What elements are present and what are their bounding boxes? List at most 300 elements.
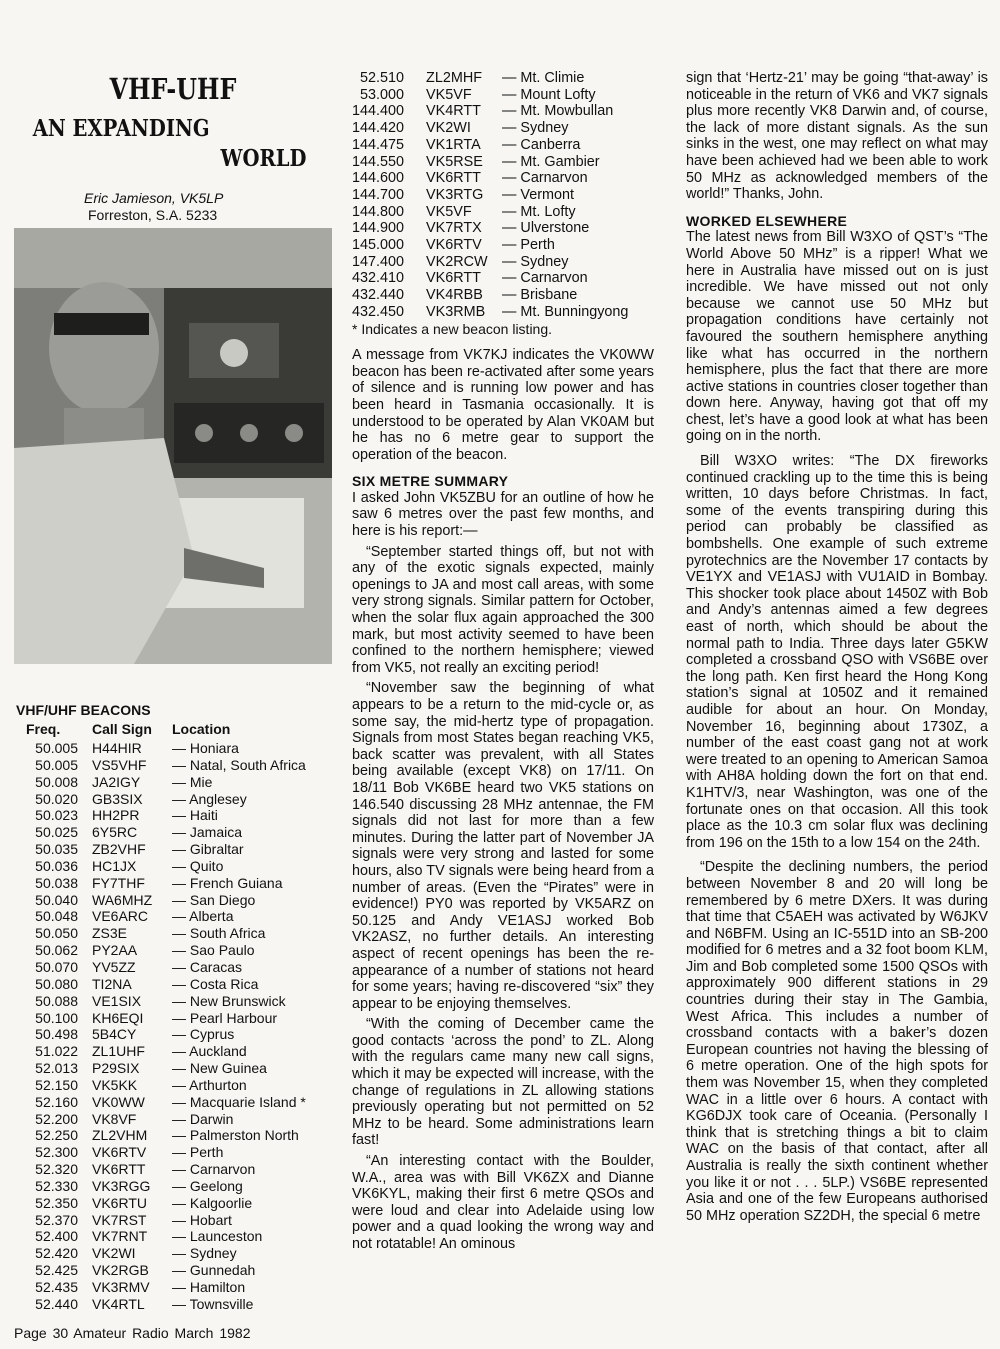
beacon-row xyxy=(352,103,628,120)
beacon-location: Haiti xyxy=(189,807,218,824)
beacon-call-sign: VK4RBB xyxy=(426,287,483,304)
beacon-location-cell xyxy=(172,1010,306,1027)
beacon-freq: 144.600 xyxy=(352,170,405,187)
em-dash-separator: — xyxy=(172,958,190,975)
beacon-freq: 52.250 xyxy=(35,1127,78,1144)
beacon-note: * Indicates a new beacon listing. xyxy=(352,320,553,337)
em-dash-separator: — xyxy=(172,1043,190,1060)
em-dash-separator: — xyxy=(502,136,521,153)
beacon-freq: 50.023 xyxy=(35,807,78,824)
beacon-call-sign: VK6RTV xyxy=(92,1144,147,1161)
beacon-location-cell xyxy=(172,740,306,757)
beacon-location-cell xyxy=(172,1043,306,1060)
middle-column xyxy=(352,70,654,1253)
beacon-location-cell xyxy=(172,892,306,909)
beacon-row xyxy=(14,1077,306,1094)
beacon-location-cell xyxy=(502,120,628,137)
beacon-row xyxy=(14,841,306,858)
beacon-location: New Guinea xyxy=(189,1060,267,1077)
page-footer: Page 30 Amateur Radio March 1982 xyxy=(14,1325,251,1341)
beacon-call-sign: VK7RNT xyxy=(92,1228,148,1245)
beacon-location: Gunnedah xyxy=(189,1262,256,1279)
beacon-row xyxy=(352,120,628,137)
beacon-row xyxy=(352,137,628,154)
beacon-location: Anglesey xyxy=(189,790,247,807)
author-photo xyxy=(14,228,332,664)
beacon-location-cell xyxy=(172,1111,306,1128)
beacon-location-cell xyxy=(172,1279,306,1296)
beacon-row xyxy=(14,858,306,875)
column-header-freq: Freq. xyxy=(26,721,61,737)
em-dash-separator: — xyxy=(172,1262,190,1279)
em-dash-separator: — xyxy=(502,203,521,220)
em-dash-separator: — xyxy=(172,841,190,858)
beacon-location-cell xyxy=(172,791,306,808)
beacon-freq: 432.450 xyxy=(352,303,405,320)
beacon-call-sign: JA2IGY xyxy=(92,773,141,790)
beacon-location-cell xyxy=(502,170,628,187)
beacon-table xyxy=(14,721,306,1313)
em-dash-separator: — xyxy=(172,1093,190,1110)
em-dash-separator: — xyxy=(502,70,521,86)
beacon-location: Palmerston North xyxy=(189,1127,299,1144)
beacon-freq: 147.400 xyxy=(352,253,405,270)
beacon-call-sign: VK1RTA xyxy=(426,136,481,153)
beacon-row xyxy=(14,959,306,976)
beacon-call-sign: VK7RST xyxy=(92,1211,147,1228)
beacon-row xyxy=(14,1043,306,1060)
beacon-row xyxy=(352,170,628,187)
beacon-location-cell xyxy=(502,154,628,171)
em-dash-separator: — xyxy=(502,153,521,170)
beacon-call-sign: HH2PR xyxy=(92,807,140,824)
beacon-row xyxy=(14,740,306,757)
beacon-location: Perth xyxy=(520,237,555,254)
beacon-location-cell xyxy=(172,875,306,892)
beacon-location: Ulverstone xyxy=(520,220,590,237)
beacon-location: Jamaica xyxy=(189,824,243,841)
beacon-row xyxy=(14,1127,306,1144)
em-dash-separator: — xyxy=(172,874,190,891)
beacon-location: Pearl Harbour xyxy=(189,1009,278,1026)
beacon-freq: 50.050 xyxy=(35,925,78,942)
beacon-location-cell xyxy=(172,1077,306,1094)
beacon-row xyxy=(352,220,628,237)
beacon-location-cell xyxy=(502,304,628,321)
beacon-freq: 50.040 xyxy=(35,891,78,908)
beacon-location-cell xyxy=(172,841,306,858)
beacon-location: Alberta xyxy=(189,908,234,925)
beacon-row xyxy=(14,993,306,1010)
beacon-location: Sao Paulo xyxy=(189,942,255,959)
right-column xyxy=(686,70,988,1224)
beacon-location-cell xyxy=(172,1026,306,1043)
beacon-location-cell xyxy=(172,993,306,1010)
beacon-freq: 50.005 xyxy=(35,756,78,773)
beacon-call-sign: VK6RTT xyxy=(92,1161,146,1178)
beacon-row xyxy=(14,1245,306,1262)
beacon-location: Mount Lofty xyxy=(520,86,596,103)
beacon-call-sign: ZS3E xyxy=(92,925,128,942)
em-dash-separator: — xyxy=(172,824,190,841)
beacon-row xyxy=(14,1161,306,1178)
beacon-location-cell xyxy=(502,87,628,104)
em-dash-separator: — xyxy=(172,992,190,1009)
beacon-row xyxy=(14,1178,306,1195)
beacon-freq: 50.070 xyxy=(35,958,78,975)
beacon-location: Natal, South Africa xyxy=(189,756,306,773)
beacon-row xyxy=(14,807,306,824)
beacon-freq: 52.370 xyxy=(35,1211,78,1228)
beacon-row xyxy=(14,1228,306,1245)
beacon-location-cell xyxy=(172,1127,306,1144)
beacon-call-sign: VK5RSE xyxy=(426,153,483,170)
em-dash-separator: — xyxy=(502,237,521,254)
beacon-freq: 52.400 xyxy=(35,1228,78,1245)
beacon-row xyxy=(14,976,306,993)
beacon-call-sign: VK2RCW xyxy=(426,253,488,270)
beacons-heading: VHF/UHF BEACONS xyxy=(16,702,151,718)
beacon-row xyxy=(14,1094,306,1111)
paragraph: sign that ‘Hertz-21’ may be going “that-away’ is noticeable in the return of VK6 and VK7 signals plus more recently VK8 Darwin and, of course, the lack of more distant signals. As the sun sinks in the west, one may reflect on what may have been achieved had we been able to work 50 MHz as acknowledged members of the world!” Thanks, John. xyxy=(686,70,988,203)
beacon-row xyxy=(14,1026,306,1043)
em-dash-separator: — xyxy=(172,1295,190,1312)
beacon-freq: 52.425 xyxy=(35,1262,78,1279)
em-dash-separator: — xyxy=(172,908,190,925)
paragraph: I asked John VK5ZBU for an outline of how he saw 6 metres over the past few months, and here is his report:— xyxy=(352,489,654,540)
beacon-location-cell xyxy=(172,757,306,774)
beacon-call-sign: VK3RMV xyxy=(92,1279,150,1295)
beacon-call-sign: VE6ARC xyxy=(92,908,149,925)
beacon-location: Canberra xyxy=(520,136,581,153)
beacon-freq: 144.550 xyxy=(352,153,405,170)
beacon-freq: 144.475 xyxy=(352,136,405,153)
beacon-row xyxy=(14,1279,306,1296)
article-title xyxy=(14,72,332,174)
beacon-location: Hobart xyxy=(189,1211,232,1228)
paragraph: “November saw the beginning of what appears to be a return to the mid-cycle or, as some say, the mid-hertz type of propagation. Signals from most States began reaching VK5, back scatter was prevalent, with all States being available (except VK8) on 17/11. On 18/11 Bob VK6BE heard two VK5 stations on 146.540 discussing 28 MHz antennae, the FM signals did not last for more than a few minutes. During the latter part of November JA signals were very strong and lasted for some hours, also TV signals were being heard from a number of areas. (Even the “Pirates” were in evidence!) PY0 was reported by VK5ARZ on 50.125 and Andy VE1ASJ worked Bob VK2ASZ, no further details. An interesting aspect of recent openings has been the re-appearance of a number of stations not heard for some years; having re-discovered “six” they appear to be enjoying themselves. xyxy=(352,680,654,1012)
beacon-location: Mie xyxy=(189,773,213,790)
beacon-freq: 432.410 xyxy=(352,270,405,287)
beacon-row xyxy=(14,1296,306,1313)
beacon-location: Perth xyxy=(189,1144,224,1161)
beacon-row xyxy=(14,908,306,925)
beacon-row xyxy=(352,287,628,304)
beacon-location-cell xyxy=(172,976,306,993)
beacon-row xyxy=(352,204,628,221)
column-header-call-sign: Call Sign xyxy=(92,721,152,737)
beacon-location: Brisbane xyxy=(520,287,578,304)
beacon-row xyxy=(14,892,306,909)
beacon-freq: 52.300 xyxy=(35,1144,78,1161)
beacon-location: Auckland xyxy=(189,1043,247,1060)
em-dash-separator: — xyxy=(172,773,190,790)
beacon-row xyxy=(352,304,628,321)
beacon-call-sign: VK3RGG xyxy=(92,1177,151,1194)
beacon-row xyxy=(14,1060,306,1077)
left-column xyxy=(14,66,332,224)
em-dash-separator: — xyxy=(172,975,190,992)
beacon-location-cell xyxy=(172,1228,306,1245)
beacon-row xyxy=(14,1111,306,1128)
beacon-location-cell xyxy=(172,1212,306,1229)
beacon-location: Carnarvon xyxy=(520,270,588,287)
beacon-location-cell xyxy=(502,237,628,254)
title-line-2: AN EXPANDING xyxy=(32,115,210,142)
em-dash-separator: — xyxy=(502,220,521,237)
beacon-call-sign: VK3RTG xyxy=(426,186,484,203)
beacon-location-cell xyxy=(172,925,306,942)
paragraph: A message from VK7KJ indicates the VK0WW beacon has been re-activated after some years of silence and is running low power and has been heard in Tasmania occasionally. It is understood to be operated by Alan VK0AM but he has no 6 metre gear to support the operation of the beacon. xyxy=(352,347,654,463)
em-dash-separator: — xyxy=(172,807,190,824)
beacon-location-cell xyxy=(172,807,306,824)
beacon-location-cell xyxy=(172,1144,306,1161)
beacon-location: Cyprus xyxy=(189,1026,235,1043)
beacon-location-cell xyxy=(172,959,306,976)
beacon-freq: 144.400 xyxy=(352,103,405,120)
beacon-freq: 50.498 xyxy=(35,1026,78,1043)
beacon-row xyxy=(14,1144,306,1161)
beacon-freq: 50.088 xyxy=(35,992,78,1009)
beacon-freq: 52.200 xyxy=(35,1110,78,1127)
em-dash-separator: — xyxy=(172,1161,190,1178)
beacon-call-sign: TI2NA xyxy=(92,975,132,992)
beacon-row xyxy=(14,791,306,808)
em-dash-separator: — xyxy=(502,287,521,304)
beacon-location-cell xyxy=(172,908,306,925)
beacon-location-cell xyxy=(172,1178,306,1195)
beacon-call-sign: HC1JX xyxy=(92,857,137,874)
beacon-call-sign: ZL2MHF xyxy=(426,70,482,86)
beacon-location: Kalgoorlie xyxy=(189,1194,253,1211)
beacon-call-sign: VE1SIX xyxy=(92,992,142,1009)
beacon-freq: 50.080 xyxy=(35,975,78,992)
beacon-call-sign: VK5VF xyxy=(426,86,472,103)
beacon-call-sign: VK3RMB xyxy=(426,303,486,320)
beacon-location-cell xyxy=(172,942,306,959)
beacon-row xyxy=(14,1195,306,1212)
beacon-freq: 50.025 xyxy=(35,824,78,841)
beacon-location: Arthurton xyxy=(189,1076,247,1093)
beacon-call-sign: VS5VHF xyxy=(92,756,147,773)
beacon-call-sign: H44HIR xyxy=(92,740,142,756)
em-dash-separator: — xyxy=(502,170,521,187)
em-dash-separator: — xyxy=(502,103,521,120)
paragraph: Bill W3XO writes: “The DX fireworks continued crackling up to the time this is being written, 10 days before Christmas. In fact, some of the events transpiring during this period can probably be classified as bombshells. One example of such extreme pyrotechnics are the November 17 contacts by VE1YX and VE1ASJ with VU1AID in Bombay. This shocker took place about 1450Z with Bob and Andy’s antennas aimed a few degrees east of north, which should be about the normal path to India. Three days later G5KW completed a crossband QSO with VS6BE over the long path. Ken first heard the Hong Kong station’s signal at 1050Z and it remained audible for about an hour. On Monday, November 16, beginning about 1730Z, a number of the east coast gang not at work were treated to an opening to American Samoa with AH8A holding down the fort on that end. K1HTV/3, near Washington, was one of the fortunate ones on that occasion. All this took place as the 10.3 cm solar flux was declining from 196 on the 15th to a low 154 on the 24th. xyxy=(686,453,988,851)
beacon-freq: 52.350 xyxy=(35,1194,78,1211)
em-dash-separator: — xyxy=(172,740,190,756)
beacon-row xyxy=(352,87,628,104)
beacon-location-cell xyxy=(502,70,628,87)
beacon-call-sign: 5B4CY xyxy=(92,1026,137,1043)
beacon-call-sign: VK7RTX xyxy=(426,220,482,237)
beacon-location: French Guiana xyxy=(189,874,283,891)
beacon-location-cell xyxy=(172,1262,306,1279)
beacon-location-cell xyxy=(502,254,628,271)
em-dash-separator: — xyxy=(172,1177,190,1194)
beacon-row xyxy=(14,925,306,942)
beacon-row xyxy=(352,70,628,87)
em-dash-separator: — xyxy=(172,1245,190,1262)
beacon-location: Launceston xyxy=(189,1228,263,1245)
beacon-location: Hamilton xyxy=(189,1279,246,1295)
beacon-location: Vermont xyxy=(520,186,575,203)
beacon-location: Mt. Gambier xyxy=(520,153,600,170)
beacon-row xyxy=(14,1262,306,1279)
beacon-table-continued xyxy=(352,70,628,321)
beacon-location-cell xyxy=(172,774,306,791)
paragraph: “An interesting contact with the Boulder, W.A., area was with Bill VK6ZX and Dianne VK6KYL, making their first 6 metre QSOs and were loud and clear into Adelaide using low power and a quad looking the wrong way and not rotatable! An ominous xyxy=(352,1153,654,1253)
beacon-call-sign: FY7THF xyxy=(92,874,145,891)
beacon-location-cell xyxy=(172,1060,306,1077)
beacon-freq: 50.062 xyxy=(35,942,78,959)
beacon-location: Carnarvon xyxy=(189,1161,256,1178)
beacon-location: Sydney xyxy=(189,1245,237,1262)
beacon-call-sign: VK5KK xyxy=(92,1076,138,1093)
em-dash-separator: — xyxy=(502,120,521,137)
beacon-location-cell xyxy=(502,204,628,221)
beacon-row xyxy=(14,757,306,774)
beacon-row xyxy=(14,942,306,959)
beacon-freq: 50.048 xyxy=(35,908,78,925)
beacon-freq: 52.150 xyxy=(35,1076,78,1093)
beacon-freq: 52.420 xyxy=(35,1245,78,1262)
em-dash-separator: — xyxy=(172,1026,190,1043)
beacon-call-sign: VK5VF xyxy=(426,203,472,220)
beacon-location: Geelong xyxy=(189,1177,243,1194)
title-line-3: WORLD xyxy=(220,145,307,172)
beacon-call-sign: VK6RTT xyxy=(426,170,481,187)
beacon-location: Gibraltar xyxy=(189,841,244,858)
beacon-freq: 50.038 xyxy=(35,874,78,891)
beacon-freq: 144.700 xyxy=(352,186,405,203)
em-dash-separator: — xyxy=(172,1009,190,1026)
beacon-location: Quito xyxy=(189,857,224,874)
beacon-location-cell xyxy=(502,220,628,237)
beacon-table-header xyxy=(14,721,306,740)
beacon-call-sign: VK6RTV xyxy=(426,237,482,254)
em-dash-separator: — xyxy=(172,857,190,874)
beacon-freq: 53.000 xyxy=(360,86,405,103)
beacon-call-sign: ZL1UHF xyxy=(92,1043,145,1060)
beacon-call-sign: VK4RTT xyxy=(426,103,481,120)
beacon-call-sign: ZL2VHM xyxy=(92,1127,148,1144)
em-dash-separator: — xyxy=(172,925,190,942)
beacon-freq: 52.330 xyxy=(35,1177,78,1194)
beacon-location-cell xyxy=(172,1161,306,1178)
beacon-call-sign: ZB2VHF xyxy=(92,841,146,858)
beacon-location-cell xyxy=(172,858,306,875)
beacon-location: Honiara xyxy=(189,740,239,756)
beacon-freq: 144.900 xyxy=(352,220,405,237)
em-dash-separator: — xyxy=(172,1228,190,1245)
beacon-location: Townsville xyxy=(189,1295,254,1312)
beacon-location-cell xyxy=(172,1094,306,1111)
beacon-freq: 52.013 xyxy=(35,1060,78,1077)
section-heading-six-metre: SIX METRE SUMMARY xyxy=(352,473,509,490)
author-address: Forreston, S.A. 5233 xyxy=(88,207,218,223)
column-header-location: Location xyxy=(172,721,231,737)
beacon-location: Sydney xyxy=(520,120,569,137)
em-dash-separator: — xyxy=(502,253,521,270)
em-dash-separator: — xyxy=(172,1144,190,1161)
beacon-call-sign: VK2WI xyxy=(426,120,471,137)
beacon-freq: 144.420 xyxy=(352,120,405,137)
em-dash-separator: — xyxy=(172,756,190,773)
beacon-freq: 50.020 xyxy=(35,790,78,807)
em-dash-separator: — xyxy=(502,270,521,287)
beacon-call-sign: PY2AA xyxy=(92,942,138,959)
em-dash-separator: — xyxy=(172,891,190,908)
beacon-location: Mt. Lofty xyxy=(520,203,576,220)
paragraph: “With the coming of December came the good contacts ‘across the pond’ to ZL. Along with the regulars came many new call signs, which it may be expected will increase, with the change of regulations in ZL allowing stations previously operating but not permitted on 52 MHz to be heard. Some administrations learn fast! xyxy=(352,1016,654,1149)
beacon-location-cell xyxy=(172,1296,306,1313)
beacon-location: New Brunswick xyxy=(189,992,286,1009)
beacon-freq: 52.160 xyxy=(35,1093,78,1110)
beacon-call-sign: P29SIX xyxy=(92,1060,140,1077)
beacon-freq: 50.008 xyxy=(35,773,78,790)
beacon-location-cell xyxy=(502,187,628,204)
beacon-call-sign: VK2WI xyxy=(92,1245,136,1262)
beacon-row xyxy=(14,875,306,892)
beacon-freq: 52.510 xyxy=(360,70,405,86)
em-dash-separator: — xyxy=(172,942,190,959)
title-line-1: VHF-UHF xyxy=(109,72,237,106)
beacon-location: Carnarvon xyxy=(520,170,588,187)
beacon-location: Macquarie Island * xyxy=(189,1093,306,1110)
beacon-freq: 51.022 xyxy=(35,1043,78,1060)
beacon-call-sign: YV5ZZ xyxy=(92,958,136,975)
em-dash-separator: — xyxy=(172,1194,190,1211)
em-dash-separator: — xyxy=(172,1110,190,1127)
em-dash-separator: — xyxy=(172,1211,190,1228)
author-name: Eric Jamieson, VK5LP xyxy=(84,190,224,206)
beacon-location-cell xyxy=(502,287,628,304)
beacon-location: Mt. Bunningyong xyxy=(520,303,629,320)
photo-illustration xyxy=(14,228,332,664)
beacon-location: San Diego xyxy=(189,891,256,908)
beacon-call-sign: VK6RTT xyxy=(426,270,481,287)
beacon-location: Darwin xyxy=(189,1110,234,1127)
beacon-call-sign: VK8VF xyxy=(92,1110,137,1127)
beacon-row xyxy=(14,774,306,791)
beacon-row xyxy=(14,824,306,841)
paragraph: “Despite the declining numbers, the period between November 8 and 20 will long be remembered by 6 metre DXers. It was during that time that C5AEH was activated by W6JKV and N6BFM. Using an IC-551D into an SB-200 modified for 6 metres and a 32 foot boom KLM, Jim and Bob completed some 1500 QSOs with approximately 900 different stations in 29 countries during their stay in The Gambia, West Africa. This includes a number of crossband contacts with a baker’s dozen European countries not having the blessing of 6 metre operation. One of the high spots for them was November 15, when they completed WAC in a little over 6 hours. A contact with KG6DJX took care of Oceania. (Personally I think that is stretching things a bit to claim WAC on the basis of that contact, after all Australia is really the sixth continent whether you like it or not . . . 5LP.) VS6BE represented Asia and one of the few Europeans authorised 50 MHz operation SZ2DH, the special 6 metre xyxy=(686,859,988,1224)
em-dash-separator: — xyxy=(172,790,190,807)
beacon-location-cell xyxy=(502,103,628,120)
beacon-location: Caracas xyxy=(189,958,243,975)
beacon-freq: 50.100 xyxy=(35,1009,78,1026)
beacon-location: Mt. Mowbullan xyxy=(520,103,614,120)
beacon-location: South Africa xyxy=(189,925,266,942)
beacon-call-sign: KH6EQI xyxy=(92,1009,144,1026)
em-dash-separator: — xyxy=(502,86,521,103)
beacon-call-sign: 6Y5RC xyxy=(92,824,138,841)
em-dash-separator: — xyxy=(172,1279,190,1295)
beacon-location: Mt. Climie xyxy=(520,70,585,86)
beacon-freq: 50.036 xyxy=(35,857,78,874)
beacon-freq: 145.000 xyxy=(352,237,405,254)
beacon-freq: 50.035 xyxy=(35,841,78,858)
beacon-location: Costa Rica xyxy=(189,975,259,992)
beacon-call-sign: VK2RGB xyxy=(92,1262,149,1279)
paragraph: “September started things off, but not with any of the exotic signals expected, mainly openings to JA and most call areas, with some very strong signals. Similar pattern for October, when the solar flux again approached the 300 mark, but most activity seemed to have been confined to the northern hemisphere; viewed from VK5, not really an exciting period! xyxy=(352,543,654,676)
beacon-location-cell xyxy=(502,270,628,287)
beacon-call-sign: VK6RTU xyxy=(92,1194,147,1211)
em-dash-separator: — xyxy=(502,303,521,320)
beacon-freq: 432.440 xyxy=(352,287,405,304)
section-heading-worked-elsewhere: WORKED ELSEWHERE xyxy=(686,212,848,229)
